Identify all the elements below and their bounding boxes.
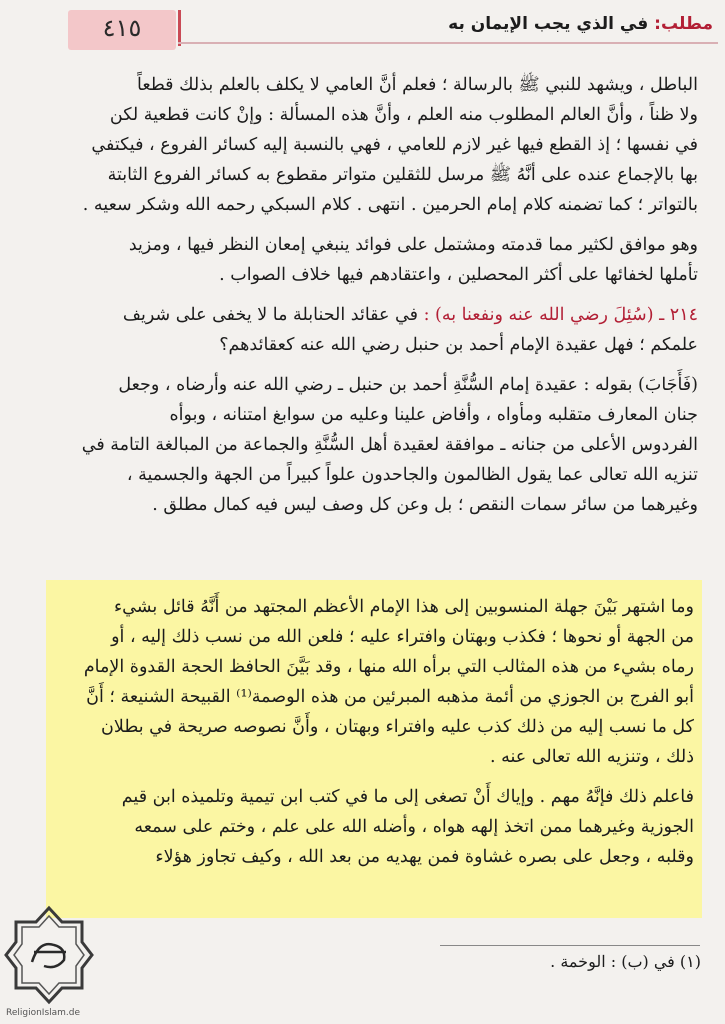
running-head-title: في الذي يجب الإيمان به: [448, 14, 649, 34]
text-line: من الجهة أو نحوها ؛ فكذب وبهتان وافتراء عليه ؛ فلعن الله من نسب ذلك إليه ، أو: [111, 627, 694, 647]
page-number: ٤١٥: [102, 14, 142, 42]
text-line: [58, 300, 698, 330]
text-line: جنان المعارف متقلبه ومأواه ، وأفاض علينا وعليه من سوابغ امتنانه ، وبوأه: [169, 405, 698, 425]
text-line: تأملها لخفائها على أكثر المحصلين ، واعتقادهم فيها خلاف الصواب .: [219, 265, 698, 285]
text-line: أبو الفرج بن الجوزي من أئمة مذهبه المبرئين من هذه الوصمة⁽¹⁾ القبيحة الشنيعة ؛ أَنَّ: [86, 687, 694, 707]
text-line: (فَأَجَابَ) بقوله : عقيدة إمام السُّنَّةِ أحمد بن حنبل ـ رضي الله عنه وأرضاه ، وجعل: [118, 375, 698, 395]
page-header: [0, 0, 725, 60]
running-head-label: مطلب:: [654, 14, 713, 34]
text-line: وما اشتهر بَيْنَ جهلة المنسوبين إلى هذا الإمام الأعظم المجتهد من أَنَّهُ قائل بشيء: [113, 597, 694, 617]
text-line: تنزيه الله تعالى عما يقول الظالمون والجاحدون علواً كبيراً من الجهة والجسمية ،: [126, 465, 698, 485]
footnote-rule: [440, 945, 700, 946]
text-line: وقلبه ، وجعل على بصره غشاوة فمن يهديه من بعد الله ، وكيف تجاوز هؤلاء: [155, 847, 694, 867]
text-line: وهو موافق لكثير مما قدمته ومشتمل على فوائد ينبغي إمعان النظر فيها ، ومزيد: [128, 235, 698, 255]
text-line: بها بالإجماع عنده على أنَّهُ ﷺ مرسل للثقلين متواتر مقطوع به كسائر الفروع الثابتة: [107, 165, 698, 185]
logo-calligraphy: [32, 944, 66, 967]
question-214: [58, 300, 698, 360]
question-text: في عقائد الحنابلة ما لا يخفى على شريف: [122, 305, 418, 325]
text-line: فاعلم ذلك فإنَّهُ مهم . وإياك أَنْ تصغى إلى ما في كتب ابن تيمية وتلميذه ابن قيم: [121, 787, 694, 807]
text-line: وغيرهما من سائر سمات النقص ؛ بل وعن كل وصف ليس فيه كمال مطلق .: [152, 495, 698, 515]
text-line: الجوزية وغيرهما ممن اتخذ إلهه هواه ، وأضله الله على علم ، وختم على سمعه: [134, 817, 694, 837]
text-line: علمكم ؛ فهل عقيدة الإمام أحمد بن حنبل رضي الله عنه كعقائدهم؟: [219, 335, 698, 355]
religionislam-logo: [4, 900, 94, 1010]
text-line: ولا ظناً ، وأنَّ العالم المطلوب منه العلم ، وأنَّ هذه المسألة : وإنْ كانت قطعية لكن: [109, 105, 698, 125]
footnote: (١) في (ب) : الوخمة .: [550, 952, 701, 971]
question-heading: ٢١٤ ـ (سُئِلَ رضي الله عنه ونفعنا به) :: [423, 305, 698, 325]
text-line: رماه بشيء من هذه المثالب التي برأه الله منها ، وقد بَيَّنَ الحافظ الحجة القدوة الإمام: [83, 657, 694, 677]
text-line: كل ما نسب إليه من ذلك كذب عليه وافتراء وبهتان ، وأَنَّ نصوصه صريحة في بطلان: [101, 717, 694, 737]
main-text: [58, 70, 698, 530]
header-divider-tick: [178, 10, 181, 46]
text-line: في نفسها ؛ إذ القطع فيها غير لازم للعامي ، فهي بالنسبة إليه كسائر الفروع ، فيكتفي: [91, 135, 698, 155]
answer-paragraph: [58, 370, 698, 520]
header-rule: [178, 42, 718, 44]
logo-caption: ReligionIslam.de: [6, 1008, 81, 1018]
text-line: بالتواتر ؛ كما تضمنه كلام إمام الحرمين . انتهى . كلام السبكي رحمه الله وشكر سعيه .: [82, 195, 698, 215]
paragraph-6: [58, 782, 694, 872]
paragraph-2: [58, 230, 698, 290]
paragraph-1: [58, 70, 698, 220]
text-line: ذلك ، وتنزيه الله تعالى عنه .: [489, 747, 694, 767]
running-head: [448, 14, 713, 34]
text-line: الباطل ، ويشهد للنبي ﷺ بالرسالة ؛ فعلم أنَّ العامي لا يكلف بالعلم بذلك قطعاً: [137, 75, 698, 95]
highlighted-text: [58, 592, 694, 882]
paragraph-5: [58, 592, 694, 772]
text-line: الفردوس الأعلى من جنانه ـ موافقة لعقيدة أهل السُّنَّةِ والجماعة من المبالغة التامة في: [81, 435, 698, 455]
